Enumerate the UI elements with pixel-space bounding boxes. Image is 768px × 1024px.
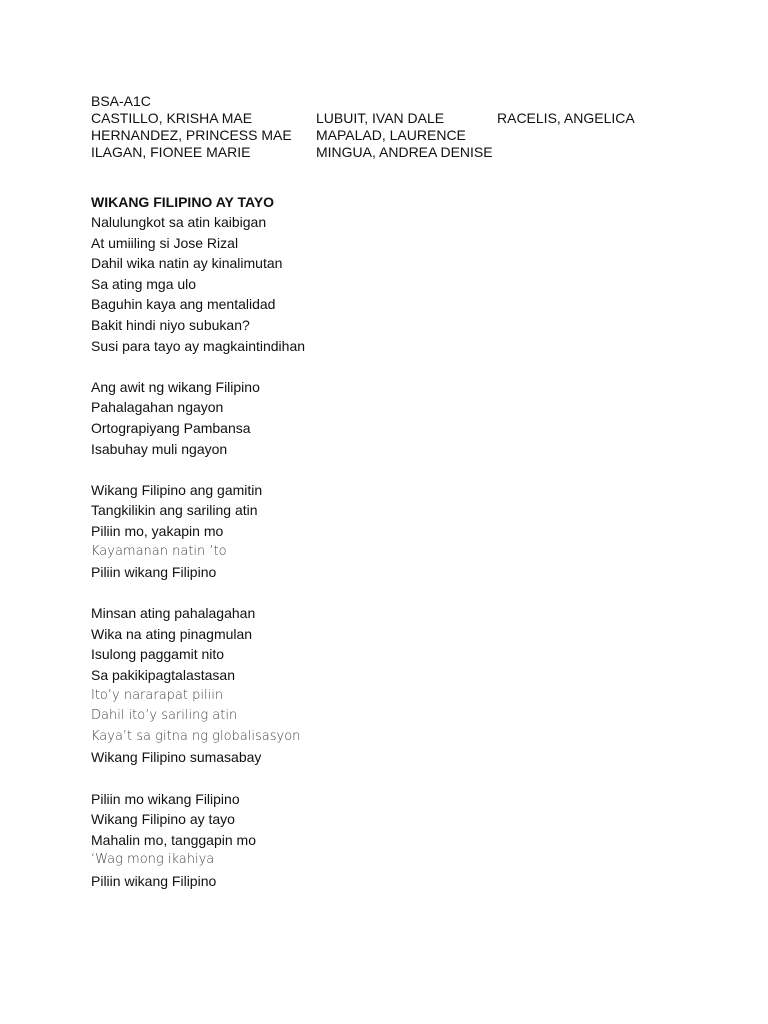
poem-line: Wika na ating pinagmulan [91, 625, 253, 642]
poem-line: Wikang Filipino ay tayo [91, 811, 235, 828]
poem-line: Kaya’t sa gitna ng globalisasyon [91, 728, 301, 744]
class-code-row [91, 93, 711, 110]
stanza-gap [91, 583, 691, 604]
poem-title: WIKANG FILIPINO AY TAYO [91, 194, 275, 210]
poem-line: Ang awit ng wikang Filipino [91, 378, 260, 395]
member-name: MINGUA, ANDREA DENISE [316, 144, 493, 160]
poem-line: Bakit hindi niyo subukan? [91, 316, 250, 333]
class-code: BSA-A1C [91, 93, 151, 109]
poem-line: Sa ating mga ulo [91, 275, 197, 292]
members-row [91, 144, 711, 161]
group-header [91, 93, 711, 161]
stanza [91, 212, 691, 356]
members-row [91, 110, 711, 127]
poem-line: Piliin wikang Filipino [91, 873, 217, 889]
poem-line: Sa pakikipagtalastasan [91, 667, 235, 684]
poem-line: Piliin mo wikang Filipino [91, 790, 240, 807]
stanza-gap [91, 356, 691, 377]
poem-line: Isabuhay muli ngayon [91, 440, 228, 457]
stanza [91, 480, 691, 583]
poem-line: Baguhin kaya ang mentalidad [91, 296, 276, 313]
poem-line: At umiiling si Jose Rizal [91, 234, 239, 251]
poem-line: Nalulungkot sa atin kaibigan [91, 214, 267, 230]
poem-line: Minsan ating pahalagahan [91, 605, 256, 622]
poem-line: Isulong paggamit nito [91, 646, 225, 663]
poem-line: Ortograpiyang Pambansa [91, 419, 251, 436]
poem-line: Tangkilikin ang sariling atin [91, 502, 258, 519]
poem-line: Kayamanan natin ’to [91, 543, 227, 559]
stanza [91, 603, 691, 768]
member-name: LUBUIT, IVAN DALE [316, 110, 445, 126]
poem-line: Piliin wikang Filipino [91, 564, 217, 581]
poem-line: Piliin mo, yakapin mo [91, 522, 224, 539]
member-name: ILAGAN, FIONEE MARIE [91, 144, 251, 160]
poem-line: Dahil wika natin ay kinalimutan [91, 255, 283, 272]
poem-line: Ito’y nararapat piliin [91, 687, 224, 703]
poem-line: Pahalagahan ngayon [91, 399, 224, 416]
poem-line: Wikang Filipino sumasabay [91, 749, 262, 766]
stanza-gap [91, 768, 691, 789]
poem-line: Wikang Filipino ang gamitin [91, 481, 263, 498]
members-row [91, 127, 711, 144]
stanza [91, 377, 691, 459]
member-name: RACELIS, ANGELICA [497, 110, 635, 126]
poem-line: Dahil ito’y sariling atin [91, 708, 238, 724]
member-name: MAPALAD, LAURENCE [316, 127, 466, 143]
poem [91, 192, 691, 892]
member-name: HERNANDEZ, PRINCESS MAE [91, 127, 292, 143]
stanza [91, 789, 691, 892]
stanza-gap [91, 459, 691, 480]
poem-line: Mahalin mo, tanggapin mo [91, 831, 256, 848]
member-name: CASTILLO, KRISHA MAE [91, 110, 253, 126]
poem-line: Susi para tayo ay magkaintindihan [91, 337, 306, 354]
poem-line: ‘Wag mong ikahiya [91, 852, 215, 868]
